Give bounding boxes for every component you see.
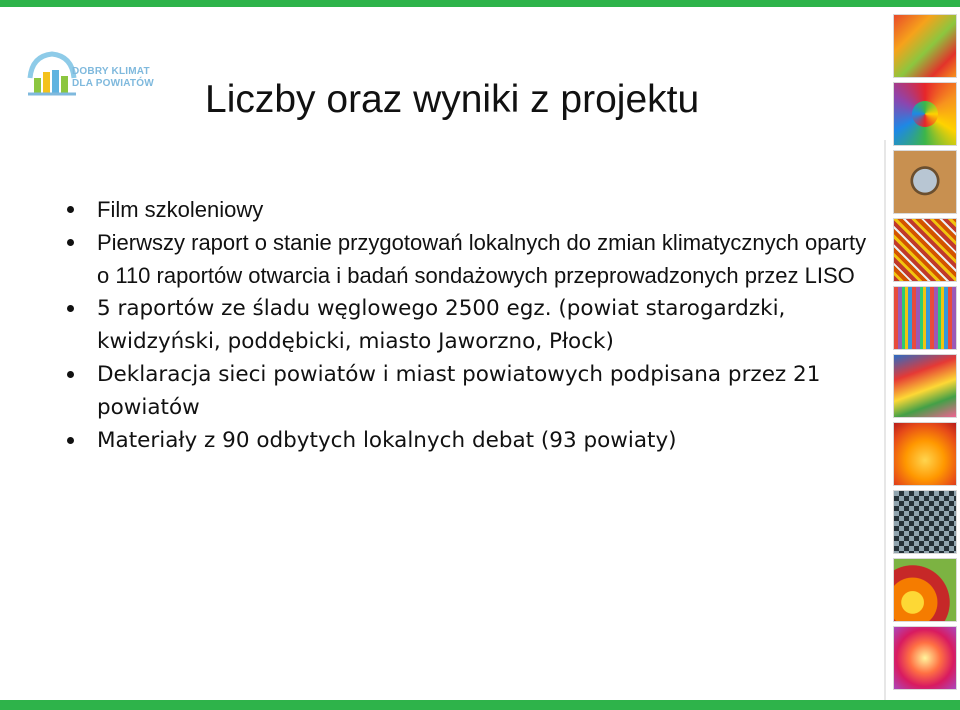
bullet-item: Pierwszy raport o stanie przygotowań lokalnych do zmian klimatycznych oparty o 110 raportów otwarcia i badań sondażowych przeprowadzonych przez LISO xyxy=(97,226,867,292)
sidebar-divider xyxy=(884,140,886,700)
slide-title: Liczby oraz wyniki z projektu xyxy=(205,78,700,121)
bullet-item: Deklaracja sieci powiatów i miast powiatowych podpisana przez 21 powiatów xyxy=(97,358,867,424)
earth-image xyxy=(893,150,957,214)
bullet-item: Film szkoleniowy xyxy=(97,193,867,226)
bullet-item: 5 raportów ze śladu węglowego 2500 egz. (powiat starogardzki, kwidzyński, poddębicki, miasto Jaworzno, Płock) xyxy=(97,292,867,358)
flower-image xyxy=(893,558,957,622)
crowd-image xyxy=(893,218,957,282)
logo-line-1: DOBRY KLIMAT xyxy=(72,66,150,77)
spiral-image xyxy=(893,82,957,146)
bloom-image xyxy=(893,626,957,690)
leaves-image xyxy=(893,14,957,78)
bullet-item: Materiały z 90 odbytych lokalnych debat (93 powiaty) xyxy=(97,424,867,457)
bullet-list xyxy=(97,193,867,457)
logo-line-2: DLA POWIATÓW xyxy=(72,78,154,89)
fire-image xyxy=(893,422,957,486)
mosaic-image xyxy=(893,490,957,554)
paint-image xyxy=(893,354,957,418)
logo-text xyxy=(72,66,154,90)
bottom-accent-bar xyxy=(0,700,960,710)
stripes-image xyxy=(893,286,957,350)
top-accent-bar xyxy=(0,0,960,7)
